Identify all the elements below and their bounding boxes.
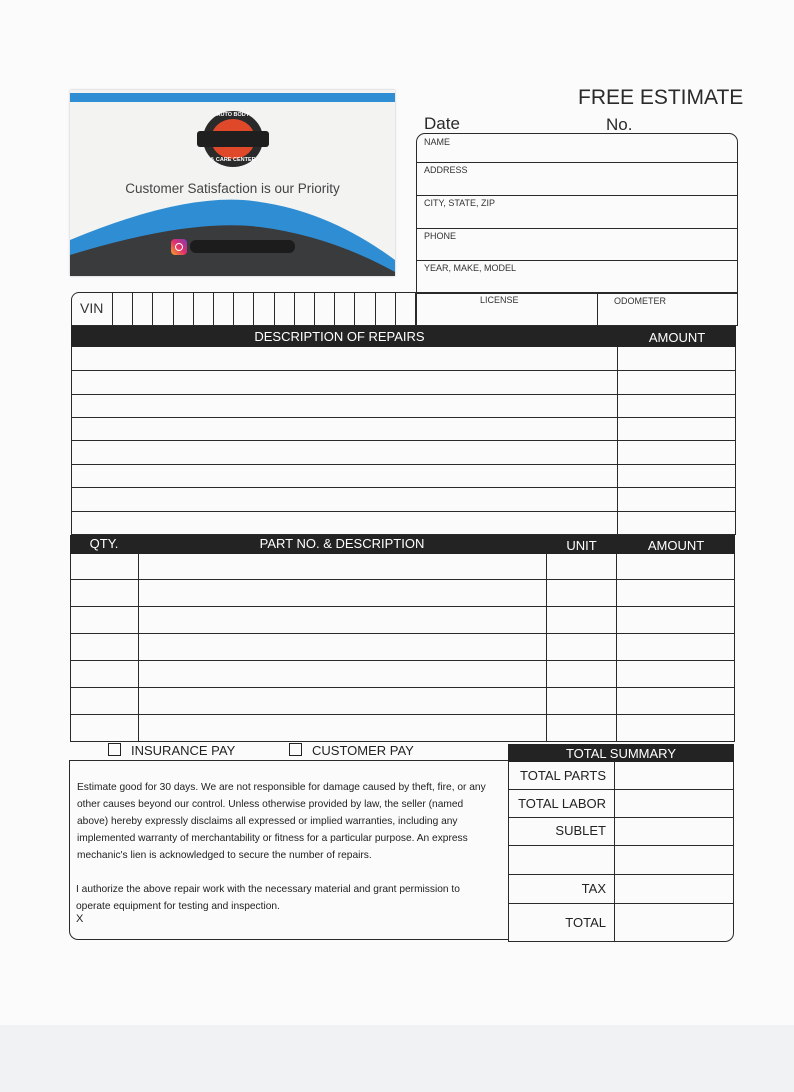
- customer-pay-checkbox[interactable]: [289, 743, 302, 756]
- phone-field[interactable]: PHONE: [424, 231, 457, 241]
- sublet-value-field[interactable]: [616, 819, 733, 844]
- part-row[interactable]: [71, 608, 733, 632]
- insurance-pay-label: INSURANCE PAY: [131, 743, 236, 758]
- sublet-label: SUBLET: [555, 823, 606, 838]
- business-card: [70, 90, 395, 276]
- repair-row[interactable]: [72, 466, 734, 486]
- parts-amount-header: AMOUNT: [647, 538, 705, 553]
- part-row-line: [70, 633, 735, 634]
- repair-row[interactable]: [72, 372, 734, 393]
- repair-row-line: [71, 487, 736, 488]
- vin-cell-divider: [152, 292, 153, 326]
- address-field[interactable]: ADDRESS: [424, 165, 468, 175]
- customer-pay-option[interactable]: [289, 743, 414, 758]
- parts-qty-header: QTY.: [89, 536, 119, 551]
- authorization-text: I authorize the above repair work with the necessary material and grant permission to operate equipment for testing and inspection.: [76, 884, 460, 912]
- part-row[interactable]: [71, 556, 733, 578]
- vin-cell-divider: [274, 292, 275, 326]
- part-row-line: [70, 687, 735, 688]
- vin-cell-divider: [173, 292, 174, 326]
- repair-row[interactable]: [72, 349, 734, 369]
- vin-cell-divider: [213, 292, 214, 326]
- year-make-model-field[interactable]: YEAR, MAKE, MODEL: [424, 263, 517, 273]
- license-field[interactable]: LICENSE: [480, 295, 519, 305]
- total-labor-value-field[interactable]: [616, 791, 733, 816]
- repair-row-line: [71, 370, 736, 371]
- city-state-zip-field[interactable]: CITY, STATE, ZIP: [424, 198, 496, 208]
- vin-label: VIN: [80, 300, 104, 316]
- blank-summary-value-field[interactable]: [616, 847, 733, 873]
- vin-cell-divider: [395, 292, 396, 326]
- part-row[interactable]: [71, 635, 733, 659]
- repairs-description-header: DESCRIPTION OF REPAIRS: [254, 329, 425, 344]
- repair-row[interactable]: [72, 396, 734, 416]
- repair-row-line: [71, 511, 736, 512]
- repair-row-line: [71, 394, 736, 395]
- vin-cell-divider: [314, 292, 315, 326]
- total-parts-label: TOTAL PARTS: [520, 768, 606, 783]
- card-logo: [195, 107, 271, 173]
- repair-row-line: [71, 417, 736, 418]
- name-field[interactable]: NAME: [424, 137, 451, 147]
- repairs-amount-header: AMOUNT: [648, 330, 706, 345]
- repair-row[interactable]: [72, 442, 734, 463]
- instagram-icon: [171, 239, 187, 255]
- redacted-handle: [190, 240, 295, 253]
- signature-mark[interactable]: X: [76, 913, 84, 925]
- vin-cell-divider: [233, 292, 234, 326]
- part-row-line: [70, 714, 735, 715]
- repair-row[interactable]: [72, 489, 734, 510]
- repair-row[interactable]: [72, 419, 734, 439]
- part-row-line: [70, 579, 735, 580]
- part-row-line: [70, 660, 735, 661]
- part-row[interactable]: [71, 689, 733, 713]
- total-value-field[interactable]: [616, 905, 733, 940]
- part-row[interactable]: [71, 662, 733, 686]
- part-row-line: [70, 606, 735, 607]
- vin-cell-divider: [375, 292, 376, 326]
- parts-description-header: PART NO. & DESCRIPTION: [259, 536, 425, 551]
- card-tagline: Customer Satisfaction is our Priority: [125, 181, 340, 196]
- part-row[interactable]: [71, 581, 733, 605]
- total-labor-label: TOTAL LABOR: [518, 796, 606, 811]
- insurance-pay-option[interactable]: [108, 743, 235, 758]
- repair-row-line: [71, 464, 736, 465]
- parts-unit-header: UNIT: [566, 538, 597, 553]
- customer-pay-label: CUSTOMER PAY: [312, 743, 414, 758]
- vin-cell-divider: [193, 292, 194, 326]
- vin-cell-divider: [132, 292, 133, 326]
- logo-bottom-text: & CARE CENTER: [210, 157, 256, 163]
- tax-label: TAX: [581, 881, 606, 896]
- vin-cell-divider: [334, 292, 335, 326]
- total-parts-value-field[interactable]: [616, 763, 733, 788]
- vin-cell-divider: [253, 292, 254, 326]
- repair-row[interactable]: [72, 513, 734, 534]
- insurance-pay-checkbox[interactable]: [108, 743, 121, 756]
- part-row[interactable]: [71, 716, 733, 741]
- vin-cell-divider: [294, 292, 295, 326]
- total-label: TOTAL: [565, 915, 606, 930]
- form-title: FREE ESTIMATE: [578, 86, 744, 109]
- tax-value-field[interactable]: [616, 876, 733, 902]
- logo-top-text: AUTO BODY: [216, 112, 250, 118]
- estimate-terms: Estimate good for 30 days. We are not responsible for damage caused by theft, fire, or any other causes beyond our control. Unless otherwise provided by law, the seller (named above) hereby expressly disclaims all expressed or implied warranties, including any implemented warranty of merchantability or fitness for a particular purpose. An express mechanic's lien is acknowledged to secure the number of repairs.: [77, 782, 486, 861]
- odometer-field[interactable]: ODOMETER: [614, 296, 667, 306]
- vin-cell-divider: [112, 292, 113, 326]
- vin-cell-divider: [354, 292, 355, 326]
- date-label: Date: [424, 114, 460, 133]
- repair-row-line: [71, 440, 736, 441]
- number-label: No.: [606, 115, 633, 134]
- summary-header-label: TOTAL SUMMARY: [565, 746, 677, 761]
